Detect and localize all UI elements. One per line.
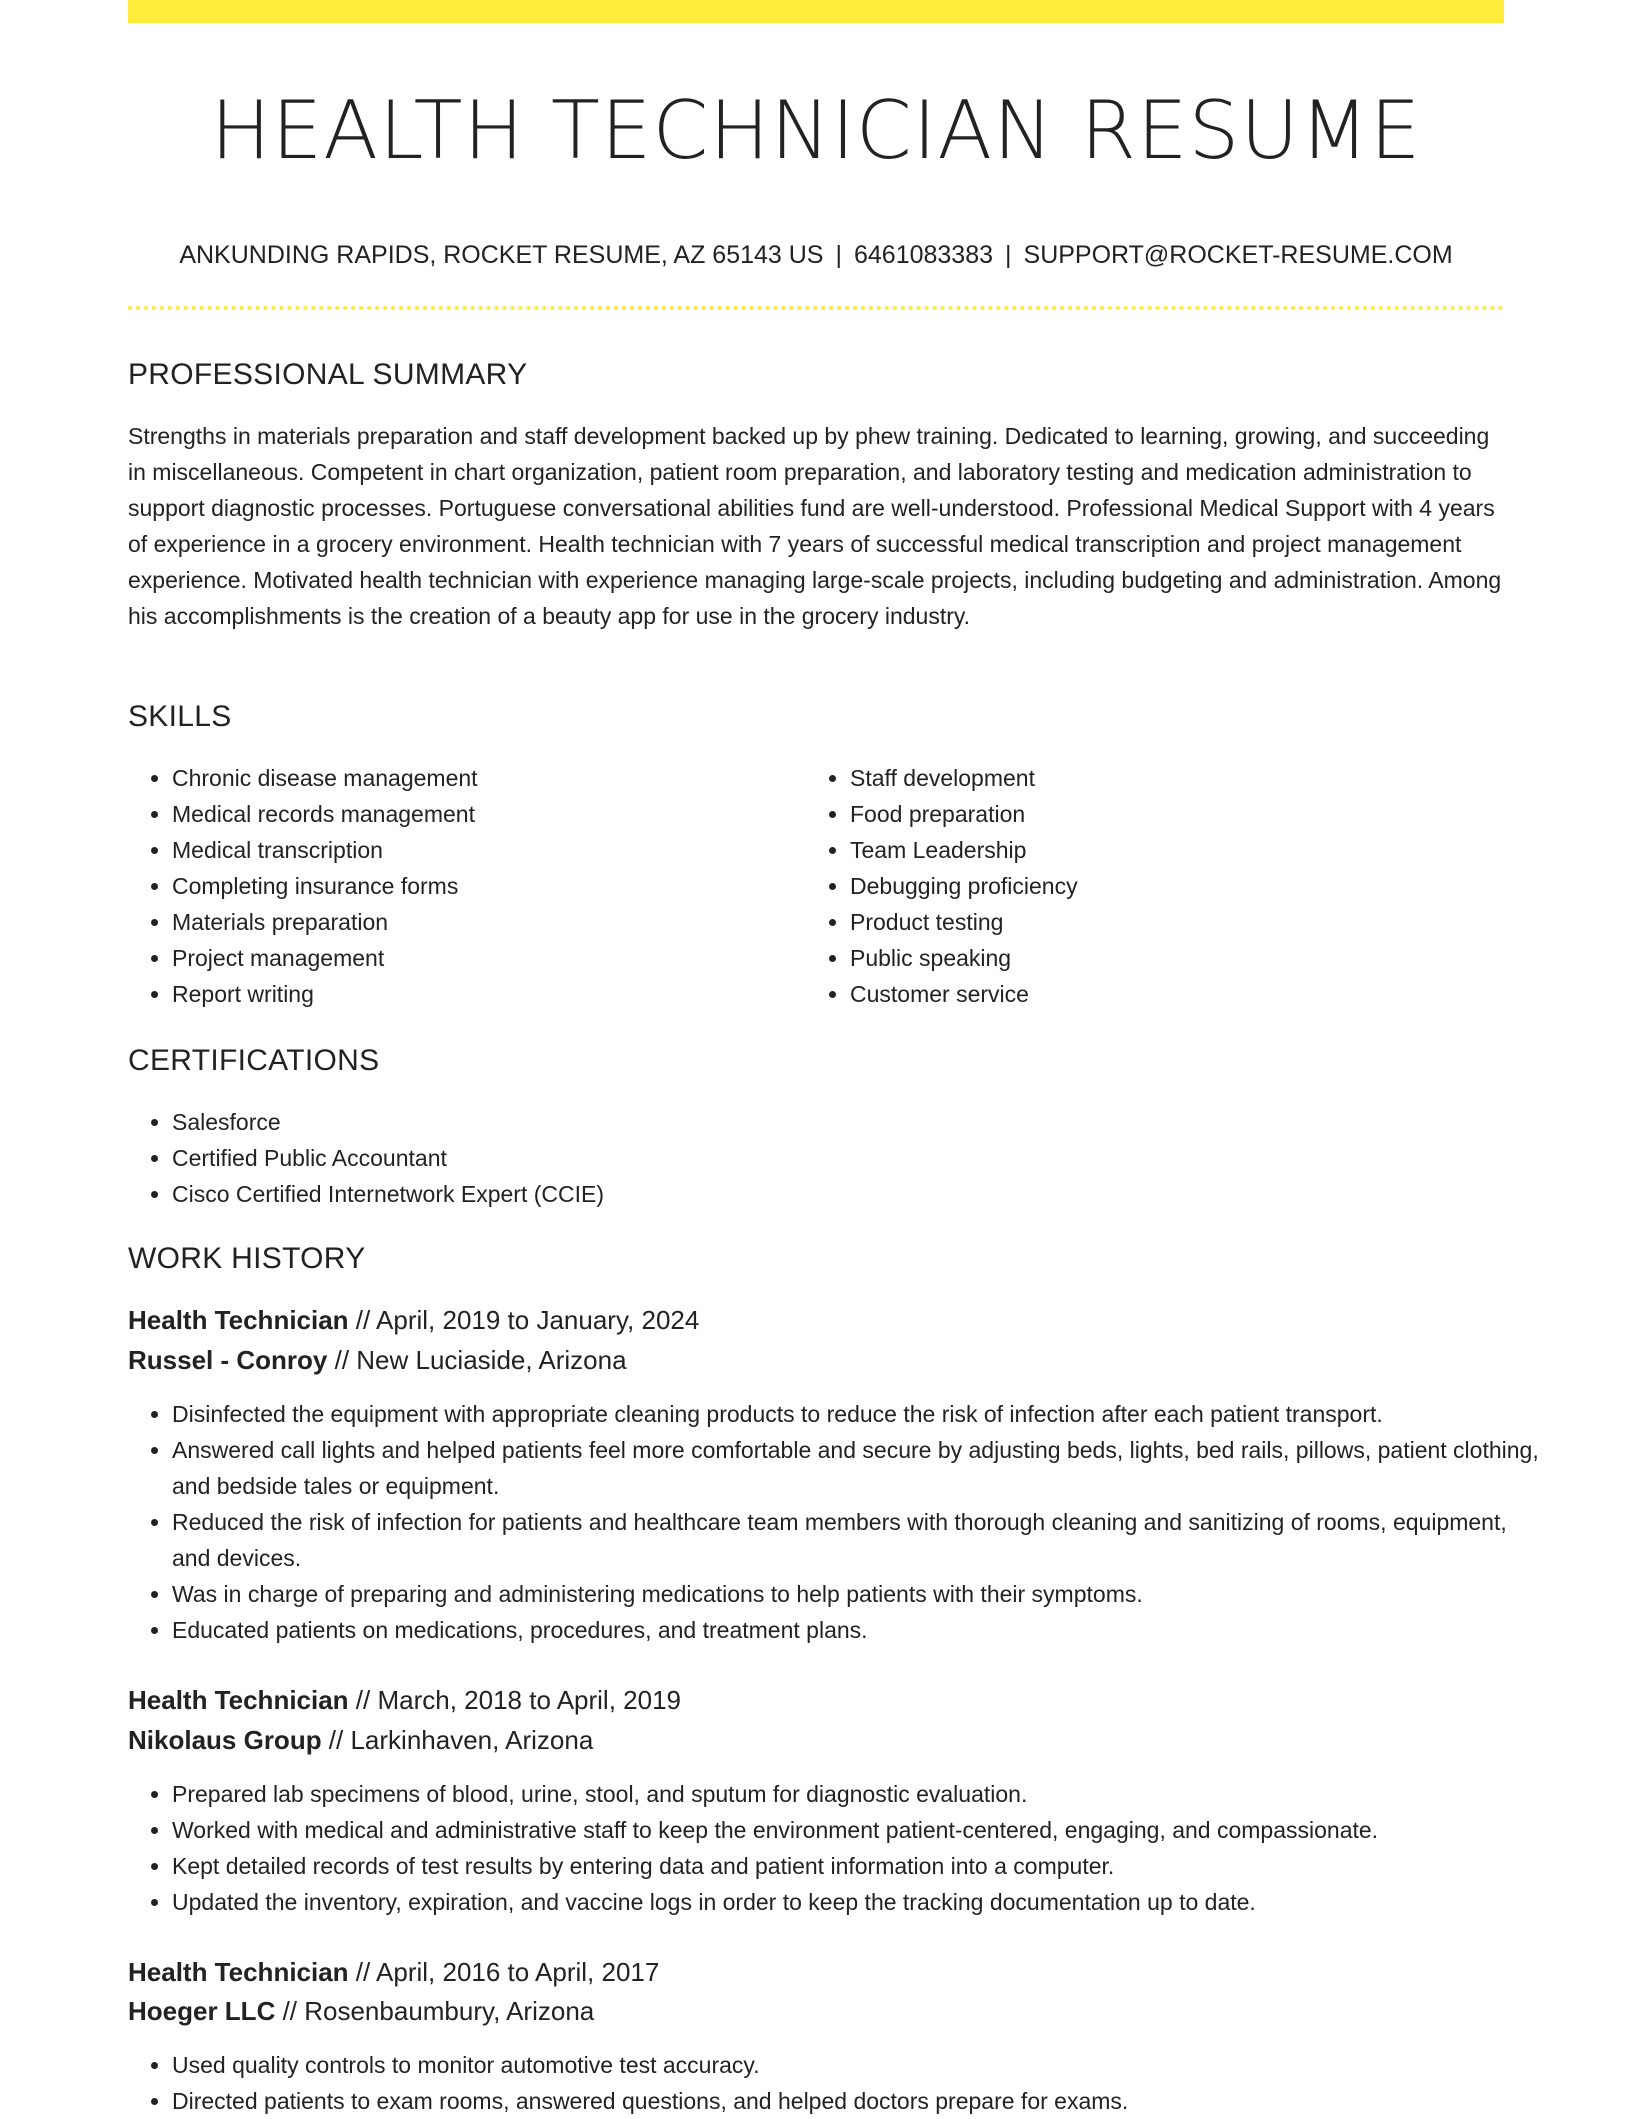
job-company-line — [128, 1993, 594, 2029]
job-location: // New Luciaside, Arizona — [327, 1345, 627, 1375]
job-title-line — [128, 1682, 681, 1718]
job-location: // Rosenbaumbury, Arizona — [275, 1996, 595, 2026]
job-duty: • Updated the inventory, expiration, and vaccine logs in order to keep the tracking documentation up to date. — [172, 1884, 1548, 1920]
job-title-line — [128, 1954, 659, 1990]
contact-email: SUPPORT@ROCKET-RESUME.COM — [1023, 241, 1453, 269]
contact-separator: | — [1005, 241, 1012, 269]
contact-phone: 6461083383 — [853, 241, 994, 269]
resume-page — [128, 0, 1539, 2114]
skill-item: • Medical records management — [172, 796, 802, 832]
skill-item: • Debugging proficiency — [850, 868, 1500, 904]
skills-list-left — [128, 760, 802, 1012]
skill-item: • Staff development — [850, 760, 1500, 796]
job-company: Hoeger LLC — [128, 1996, 276, 2026]
summary-text: Strengths in materials preparation and staff development backed up by phew training. Dedicated to learning, growing, and succeeding in miscellaneous. Competent in chart organization, patient room preparation, and laboratory testing and medication administration to support diagnostic processes. Portuguese conversational abilities fund are well-understood. Professional Medical Support with 4 years of experience in a grocery environment. Health technician with 7 years of successful medical transcription and project management experience. Motivated health technician with experience managing large-scale projects, including budgeting and administration. Among his accomplishments is the creation of a beauty app for use in the grocery industry. — [128, 423, 1502, 629]
summary-heading: PROFESSIONAL SUMMARY — [128, 358, 528, 391]
job-title: Health Technician — [128, 1685, 349, 1715]
job-duty: • Reduced the risk of infection for patients and healthcare team members with thorough cleaning and sanitizing of rooms, equipment, and devices. — [172, 1504, 1548, 1576]
job-title: Health Technician — [128, 1957, 349, 1987]
job-duty: • Prepared lab specimens of blood, urine, stool, and sputum for diagnostic evaluation. — [172, 1776, 1548, 1812]
contact-address: ANKUNDING RAPIDS, ROCKET RESUME, AZ 65143 US — [179, 241, 824, 269]
job-duties-list — [128, 1396, 1548, 1648]
skills-heading: SKILLS — [128, 700, 232, 733]
job-duties-list — [128, 1776, 1548, 1920]
certification-item: • Certified Public Accountant — [172, 1140, 1472, 1176]
header-divider — [128, 306, 1504, 310]
job-duty: • Educated patients on medications, procedures, and treatment plans. — [172, 1612, 1548, 1648]
job-dates: // March, 2018 to April, 2019 — [348, 1685, 681, 1715]
job-duty: • Was in charge of preparing and administering medications to help patients with their symptoms. — [172, 1576, 1548, 1612]
certification-item: • Cisco Certified Internetwork Expert (CCIE) — [172, 1176, 1472, 1212]
skill-item: • Report writing — [172, 976, 802, 1012]
certifications-list — [128, 1104, 1472, 1212]
job-company: Russel - Conroy — [128, 1345, 328, 1375]
job-dates: // April, 2019 to January, 2024 — [348, 1305, 700, 1335]
job-duty: • Disinfected the equipment with appropriate cleaning products to reduce the risk of infection after each patient transport. — [172, 1396, 1548, 1432]
skills-list-right — [806, 760, 1500, 1012]
certifications-heading: CERTIFICATIONS — [128, 1044, 380, 1077]
certification-item: • Salesforce — [172, 1104, 1472, 1140]
skill-item: • Medical transcription — [172, 832, 802, 868]
job-duty: • Used quality controls to monitor automotive test accuracy. — [172, 2047, 1548, 2083]
skill-item: • Public speaking — [850, 940, 1500, 976]
skill-item: • Materials preparation — [172, 904, 802, 940]
job-title-line — [128, 1302, 699, 1338]
skill-item: • Project management — [172, 940, 802, 976]
skill-item: • Food preparation — [850, 796, 1500, 832]
resume-title: HEALTH TECHNICIAN RESUME — [210, 84, 1422, 177]
skill-item: • Chronic disease management — [172, 760, 802, 796]
skill-item: • Customer service — [850, 976, 1500, 1012]
job-location: // Larkinhaven, Arizona — [321, 1725, 594, 1755]
job-company: Nikolaus Group — [128, 1725, 322, 1755]
job-duty: • Kept detailed records of test results by entering data and patient information into a computer. — [172, 1848, 1548, 1884]
contact-line — [128, 237, 1504, 273]
skill-item: • Team Leadership — [850, 832, 1500, 868]
job-title: Health Technician — [128, 1305, 349, 1335]
top-accent-bar — [128, 0, 1504, 23]
skill-item: • Product testing — [850, 904, 1500, 940]
job-dates: // April, 2016 to April, 2017 — [348, 1957, 660, 1987]
job-company-line — [128, 1722, 593, 1758]
job-company-line — [128, 1342, 627, 1378]
job-duties-list — [128, 2047, 1548, 2119]
contact-separator: | — [835, 241, 842, 269]
skill-item: • Completing insurance forms — [172, 868, 802, 904]
job-duty: • Worked with medical and administrative staff to keep the environment patient-centered, engaging, and compassionate. — [172, 1812, 1548, 1848]
job-duty: • Answered call lights and helped patients feel more comfortable and secure by adjusting beds, lights, bed rails, pillows, patient clothing, and bedside tales or equipment. — [172, 1432, 1548, 1504]
work-history-heading: WORK HISTORY — [128, 1242, 366, 1275]
job-duty: • Directed patients to exam rooms, answered questions, and helped doctors prepare for exams. — [172, 2083, 1548, 2119]
